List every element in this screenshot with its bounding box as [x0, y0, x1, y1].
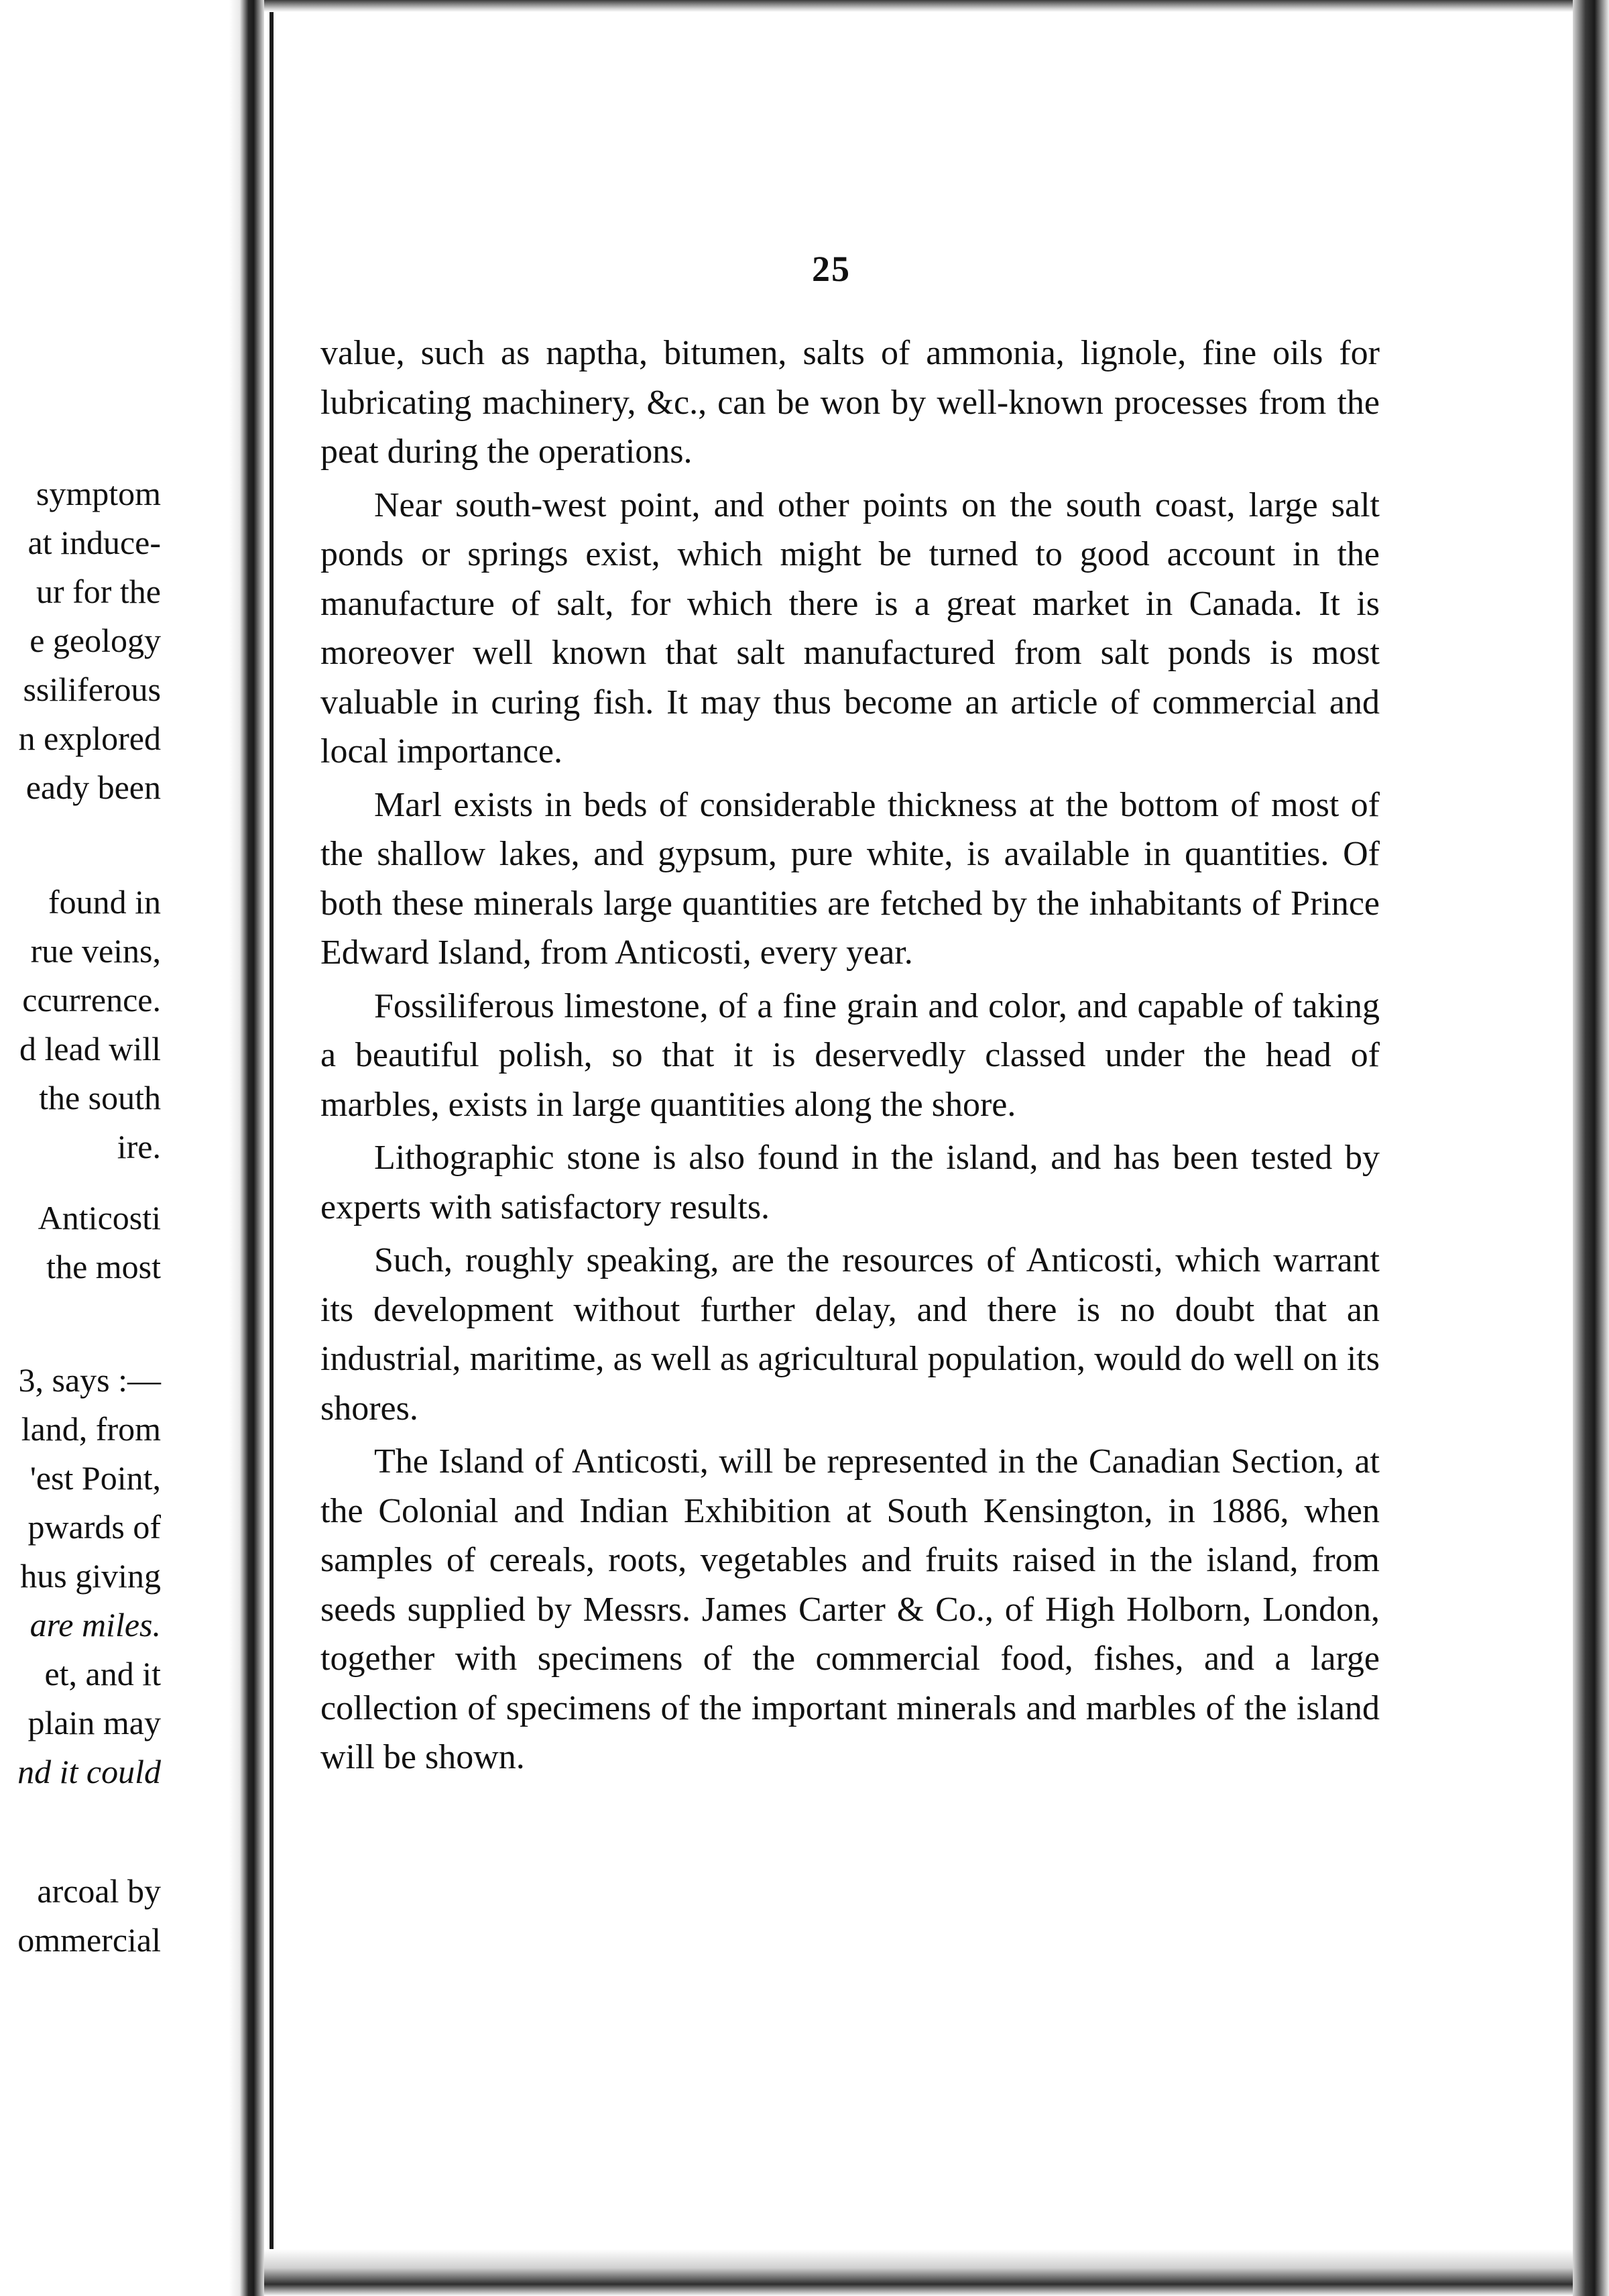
- facing-page-line: d lead will: [19, 1030, 161, 1068]
- facing-page-line: nd it could: [17, 1753, 161, 1790]
- page-number: 25: [812, 249, 851, 289]
- facing-page-line: ire.: [117, 1128, 161, 1165]
- facing-page-line: plain may: [27, 1704, 161, 1741]
- facing-page-line: at induce-: [27, 524, 161, 561]
- paragraph: The Island of Anticosti, will be represented in the Canadian Section, at the Colonial and Indian Exhibition at South Kensington, in 1886, when samples of cereals, roots, vegetables and fruits raised in the island, from seeds supplied by Messrs. James Carter & Co., of High Holborn, London, together with specimens of the commercial food, fishes, and a large collection of specimens of the important minerals and marbles of the island will be shown.: [320, 1442, 1380, 1776]
- page-bottom-edge: [264, 2249, 1573, 2296]
- facing-page-line: 3, says :—: [18, 1361, 161, 1399]
- paragraph: Such, roughly speaking, are the resources of Anticosti, which warrant its development without further delay, and there is no doubt that an industrial, maritime, as well as agricultural population, would do well on its shores.: [320, 1241, 1380, 1428]
- facing-page-line: land, from: [21, 1410, 161, 1448]
- paragraph: Near south-west point, and other points on the south coast, large salt ponds or springs exist, which might be turned to good account in the manufacture of salt, for which there is a great market in Canada. It is moreover well known that salt manufactured from salt ponds is most valuable in curing fish. It may thus become an article of commercial and local importance.: [320, 485, 1380, 770]
- facing-page-line: e geology: [29, 622, 161, 659]
- gutter-shadow-line: [270, 0, 274, 2296]
- paragraph: value, such as naptha, bitumen, salts of ammonia, lignole, fine oils for lubricating machinery, &c., can be won by well-known processes from the peat during the operations.: [320, 334, 1380, 471]
- facing-page-line: are miles.: [29, 1606, 161, 1644]
- facing-page-line: ssiliferous: [23, 671, 161, 708]
- page-top-edge: [264, 0, 1573, 12]
- facing-page-line: eady been: [25, 768, 161, 806]
- facing-page-line: found in: [48, 883, 161, 921]
- facing-page-line: hus giving: [20, 1557, 161, 1595]
- facing-page-line: n explored: [18, 720, 161, 757]
- facing-page-fragment: [0, 0, 228, 2296]
- facing-page-line: the most: [46, 1248, 161, 1285]
- main-text-block: [320, 329, 1380, 1786]
- paragraph: Marl exists in beds of considerable thickness at the bottom of most of the shallow lakes, and gypsum, pure white, is available in quantities. Of both these minerals large quantities are fetched by the inhabitants of Prince Edward Island, from Anticosti, every year.: [320, 785, 1380, 972]
- facing-page-line: arcoal by: [37, 1872, 161, 1910]
- facing-page-line: rue veins,: [30, 932, 161, 970]
- paragraph: Lithographic stone is also found in the island, and has been tested by experts with satisfactory results.: [320, 1139, 1380, 1226]
- paragraph: Fossiliferous limestone, of a fine grain and color, and capable of taking a beautiful polish, so that it is deservedly classed under the head of marbles, exists in large quantities along the shore.: [320, 986, 1380, 1124]
- facing-page-line: pwards of: [27, 1508, 161, 1546]
- page-right-edge: [1573, 0, 1609, 2296]
- facing-page-line: ommercial: [17, 1921, 161, 1959]
- facing-page-line: the south: [39, 1079, 161, 1116]
- facing-page-line: et, and it: [44, 1655, 161, 1692]
- facing-page-line: symptom: [36, 475, 161, 512]
- facing-page-line: ur for the: [36, 573, 161, 610]
- facing-page-line: 'est Point,: [29, 1459, 161, 1497]
- facing-page-line: Anticosti: [38, 1199, 161, 1237]
- facing-page-line: ccurrence.: [22, 981, 161, 1019]
- book-gutter: [229, 0, 264, 2296]
